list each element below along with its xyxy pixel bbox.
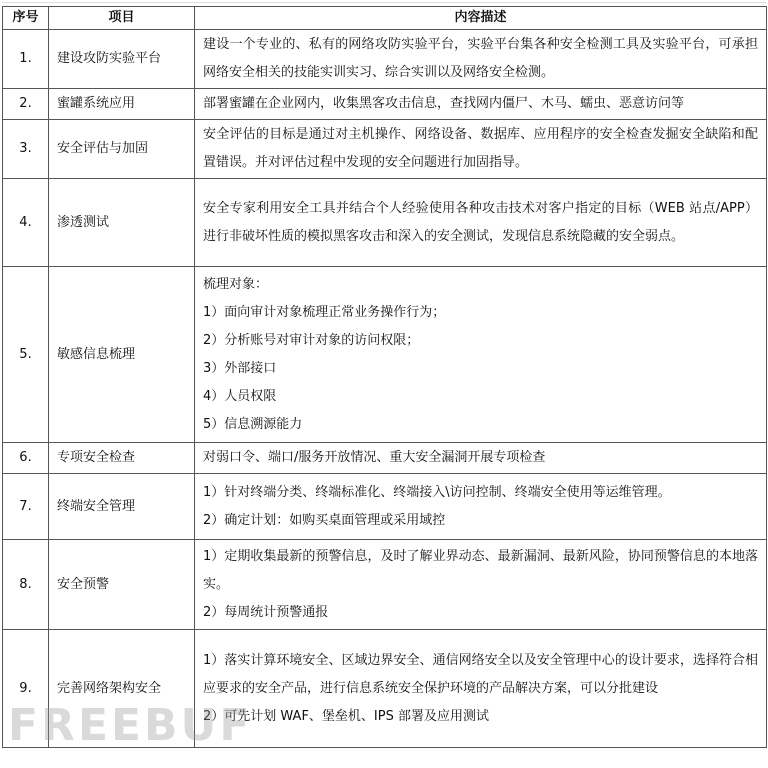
row-number: 6.	[3, 443, 49, 474]
row-desc	[195, 89, 767, 120]
row-number: 2.	[3, 89, 49, 120]
row-item: 敏感信息梳理	[49, 267, 195, 443]
desc-line: 部署蜜罐在企业网内，收集黑客攻击信息，查找网内僵尸、木马、蠕虫、恶意访问等	[203, 96, 685, 111]
freebuf-watermark: FREEBUF	[8, 700, 253, 751]
desc-line: 建设一个专业的、私有的网络攻防实验平台，实验平台集各种安全检测工具及实验平台，可承担网络安全相关的技能实训实习、综合实训以及网络安全检测。	[203, 37, 758, 80]
security-plan-table	[2, 6, 767, 748]
row-desc	[195, 179, 767, 267]
row-desc	[195, 474, 767, 540]
desc-line: 2）可先计划 WAF、堡垒机、IPS 部署及应用测试	[203, 708, 489, 724]
table-row	[3, 120, 767, 179]
header-item: 项目	[49, 7, 195, 30]
row-number: 3.	[3, 120, 49, 179]
row-item: 渗透测试	[49, 179, 195, 267]
table-row	[3, 443, 767, 474]
row-desc	[195, 267, 767, 443]
desc-line: 安全专家利用安全工具并结合个人经验使用各种攻击技术对客户指定的目标（WEB 站点/APP）进行非破坏性质的模拟黑客攻击和深入的安全测试，发现信息系统隐藏的安全弱点。	[203, 200, 758, 244]
row-item: 完善网络架构安全	[49, 630, 195, 748]
table-row	[3, 30, 767, 89]
row-item: 安全预警	[49, 540, 195, 630]
desc-line: 1）定期收集最新的预警信息，及时了解业界动态、最新漏洞、最新风险，协同预警信息的本地落实。	[203, 548, 758, 592]
desc-line: 3）外部接口	[203, 360, 277, 376]
row-desc	[195, 630, 767, 748]
header-no: 序号	[3, 7, 49, 30]
row-desc	[195, 30, 767, 89]
row-number: 5.	[3, 267, 49, 443]
row-number: 9.	[3, 630, 49, 748]
desc-line: 1）面向审计对象梳理正常业务操作行为；	[203, 304, 446, 320]
row-item: 蜜罐系统应用	[49, 89, 195, 120]
row-item: 安全评估与加固	[49, 120, 195, 179]
header-row	[3, 7, 767, 30]
table-row	[3, 267, 767, 443]
header-desc: 内容描述	[195, 7, 767, 30]
row-item: 终端安全管理	[49, 474, 195, 540]
row-item: 建设攻防实验平台	[49, 30, 195, 89]
row-desc	[195, 443, 767, 474]
desc-line: 2）每周统计预警通报	[203, 604, 329, 620]
row-desc	[195, 540, 767, 630]
desc-line: 4）人员权限	[203, 388, 277, 404]
desc-line: 1）针对终端分类、终端标准化、终端接入\访问控制、终端安全使用等运维管理。	[203, 484, 671, 500]
table-row	[3, 474, 767, 540]
desc-line: 5）信息溯源能力	[203, 416, 303, 432]
row-number: 4.	[3, 179, 49, 267]
desc-line: 梳理对象：	[203, 276, 269, 292]
table-row	[3, 540, 767, 630]
desc-line: 2）分析账号对审计对象的访问权限；	[203, 332, 420, 348]
desc-line: 安全评估的目标是通过对主机操作、网络设备、数据库、应用程序的安全检查发掘安全缺陷和配置错误。并对评估过程中发现的安全问题进行加固指导。	[203, 127, 758, 170]
row-desc	[195, 120, 767, 179]
table-row	[3, 179, 767, 267]
desc-line: 对弱口令、端口/服务开放情况、重大安全漏洞开展专项检查	[203, 450, 546, 465]
row-item: 专项安全检查	[49, 443, 195, 474]
desc-line: 1）落实计算环境安全、区域边界安全、通信网络安全以及安全管理中心的设计要求，选择符合相应要求的安全产品，进行信息系统安全保护环境的产品解决方案，可以分批建设	[203, 652, 758, 696]
desc-line: 2）确定计划：如购买桌面管理或采用域控	[203, 512, 446, 528]
row-number: 7.	[3, 474, 49, 540]
row-number: 1.	[3, 30, 49, 89]
row-number: 8.	[3, 540, 49, 630]
table-row	[3, 89, 767, 120]
top-rule	[2, 2, 766, 3]
